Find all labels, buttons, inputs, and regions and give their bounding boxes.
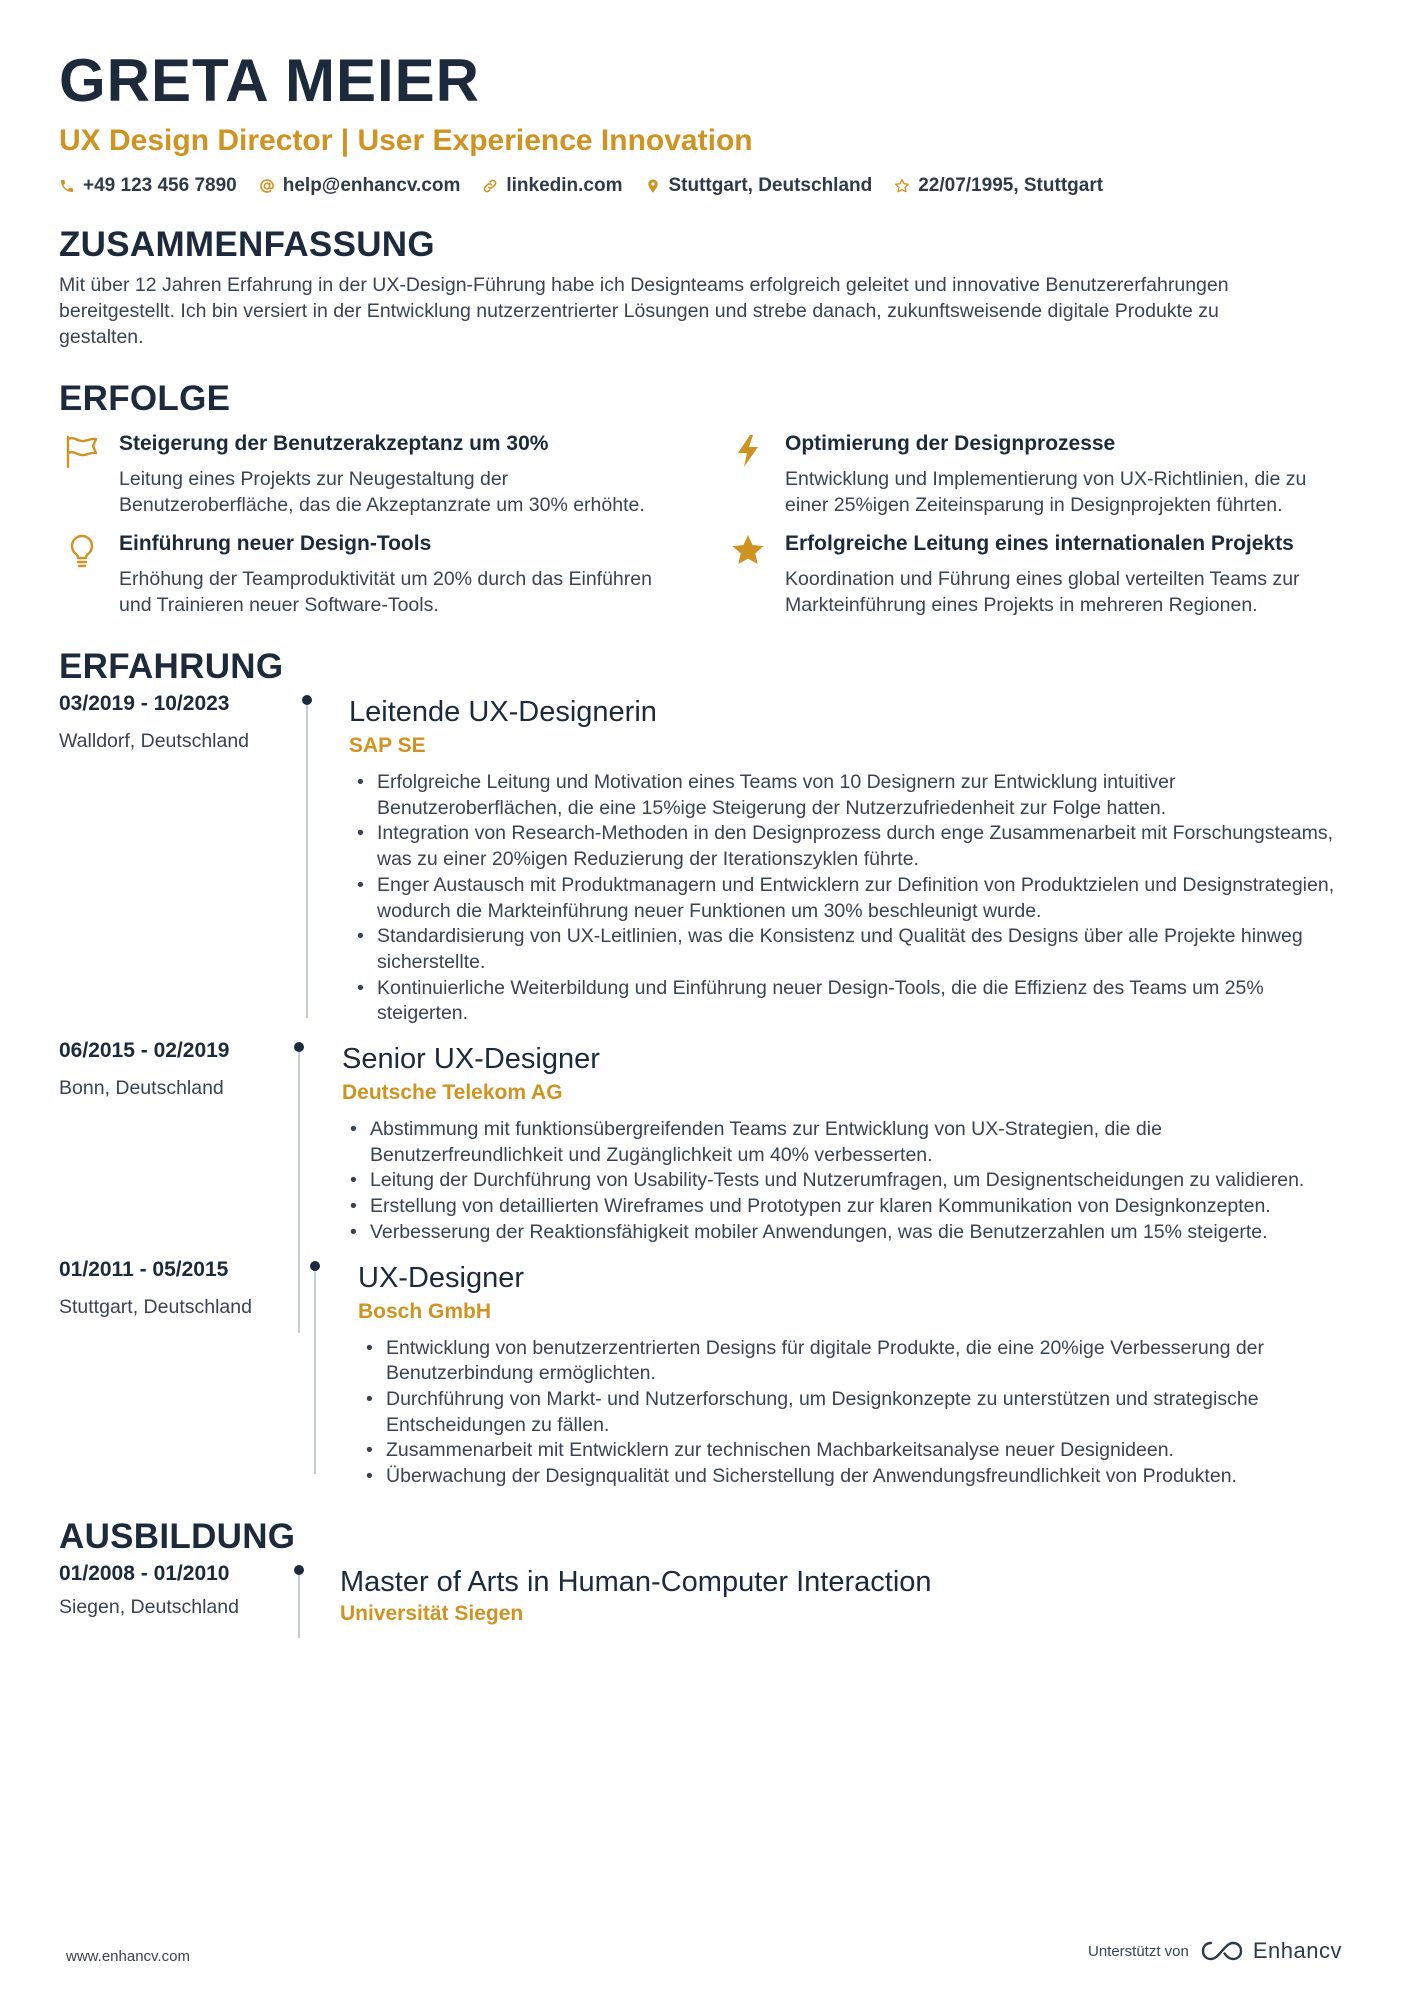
list-item: • Entwicklung von benutzerzentrierten Designs für digitale Produkte, die eine 20%ige Verbesserung der Benutzerbindung ermöglichten. bbox=[358, 1336, 1350, 1387]
timeline-line bbox=[314, 1266, 316, 1474]
achievement-description: Entwicklung und Implementierung von UX-Richtlinien, die zu einer 25%igen Zeiteinsparung in Designprojekten führten. bbox=[785, 468, 1307, 516]
footer-branding bbox=[1088, 1938, 1342, 1964]
list-item: • Abstimmung mit funktionsübergreifenden Teams zur Entwicklung von UX-Strategien, die die Benutzerfreundlichkeit und Zugänglichkeit um 40% verbesserten. bbox=[342, 1117, 1350, 1168]
experience-entry bbox=[59, 690, 1350, 1027]
achievement-title: Optimierung der Designprozesse bbox=[785, 432, 1116, 455]
education-entry bbox=[59, 1560, 1350, 1628]
infinity-logo-icon bbox=[1199, 1939, 1245, 1963]
at-icon bbox=[259, 177, 275, 195]
experience-role: Leitende UX-Designerin bbox=[349, 696, 657, 728]
contact-birth-text: 22/07/1995, Stuttgart bbox=[918, 175, 1104, 196]
contact-location-text: Stuttgart, Deutschland bbox=[668, 175, 873, 196]
footer-website[interactable]: www.enhancv.com bbox=[66, 1948, 190, 1965]
experience-company: Bosch GmbH bbox=[358, 1299, 492, 1323]
timeline-dot bbox=[310, 1261, 320, 1271]
location-pin-icon bbox=[645, 177, 661, 195]
experience-bullets bbox=[349, 770, 1350, 1027]
achievement-description: Leitung eines Projekts zur Neugestaltung der Benutzeroberfläche, das die Akzeptanzrate um 30% erhöhte. bbox=[119, 468, 645, 516]
list-item: • Erfolgreiche Leitung und Motivation eines Teams von 10 Designern zur Entwicklung intuitiver Benutzeroberflächen, die eine 15%ige Steigerung der Nutzerzufriedenheit zur Folge hatten. bbox=[349, 770, 1350, 821]
timeline-line bbox=[298, 1570, 300, 1638]
achievement-item bbox=[725, 530, 1345, 618]
summary-heading: ZUSAMMENFASSUNG bbox=[59, 225, 435, 264]
contact-linkedin-text: linkedin.com bbox=[506, 175, 623, 196]
education-dates: 01/2008 - 01/2010 bbox=[59, 1561, 230, 1585]
achievement-item bbox=[59, 530, 725, 618]
achievement-item bbox=[725, 430, 1345, 518]
link-icon bbox=[482, 177, 498, 195]
phone-icon bbox=[59, 177, 75, 195]
experience-location: Walldorf, Deutschland bbox=[59, 730, 250, 752]
experience-role: Senior UX-Designer bbox=[342, 1043, 600, 1076]
list-item: • Durchführung von Markt- und Nutzerforschung, um Designkonzepte zu unterstützen und strategische Entscheidungen zu fällen. bbox=[358, 1387, 1350, 1438]
timeline-dot bbox=[294, 1042, 304, 1052]
education-school: Universität Siegen bbox=[340, 1601, 524, 1625]
contact-birth bbox=[894, 174, 1103, 198]
education-location: Siegen, Deutschland bbox=[59, 1595, 239, 1618]
summary-text: Mit über 12 Jahren Erfahrung in der UX-Design-Führung habe ich Designteams erfolgreich geleitet und innovative Benutzererfahrungen bereitgestellt. Ich bin versiert in der Entwicklung nutzerzentrierter Lösungen und strebe danach, zukunftsweisende digitale Produkte zu gestalten. bbox=[59, 274, 1229, 348]
list-item: • Integration von Research-Methoden in den Designprozess durch enge Zusammenarbeit mit Forschungsteams, was zu einer 20%igen Reduzierung der Iterationszyklen führte. bbox=[349, 821, 1350, 872]
star-icon bbox=[725, 530, 771, 618]
experience-location: Stuttgart, Deutschland bbox=[59, 1295, 252, 1318]
achievement-title: Steigerung der Benutzerakzeptanz um 30% bbox=[119, 432, 549, 455]
achievement-description: Koordination und Führung eines global verteilten Teams zur Markteinführung eines Projekts in mehreren Regionen. bbox=[785, 568, 1300, 616]
experience-entry bbox=[59, 1256, 1350, 1490]
brand-name: Enhancv bbox=[1252, 1938, 1342, 1963]
contact-bar bbox=[59, 174, 1350, 198]
contact-phone-text: +49 123 456 7890 bbox=[83, 175, 237, 196]
timeline-dot bbox=[294, 1565, 304, 1575]
contact-linkedin[interactable] bbox=[482, 174, 622, 198]
achievement-item bbox=[59, 430, 725, 518]
experience-bullets bbox=[342, 1117, 1350, 1246]
list-item: • Überwachung der Designqualität und Sicherstellung der Anwendungsfreundlichkeit von Produkten. bbox=[358, 1464, 1350, 1490]
achievement-title: Erfolgreiche Leitung eines internationalen Projekts bbox=[785, 532, 1294, 555]
experience-bullets bbox=[358, 1336, 1350, 1490]
enhancv-logo[interactable] bbox=[1199, 1938, 1342, 1964]
contact-email-text: help@enhancv.com bbox=[282, 175, 461, 196]
education-heading: AUSBILDUNG bbox=[59, 1516, 296, 1556]
star-outline-icon bbox=[894, 177, 910, 195]
experience-company: Deutsche Telekom AG bbox=[342, 1081, 563, 1105]
experience-dates: 03/2019 - 10/2023 bbox=[59, 692, 230, 715]
list-item: • Kontinuierliche Weiterbildung und Einführung neuer Design-Tools, die die Effizienz des Teams um 25% steigerten. bbox=[349, 976, 1350, 1027]
achievements-grid bbox=[59, 430, 1350, 618]
experience-company: SAP SE bbox=[349, 734, 426, 757]
candidate-headline: UX Design Director | User Experience Innovation bbox=[59, 124, 753, 157]
experience-heading: ERFAHRUNG bbox=[59, 647, 284, 686]
experience-entry bbox=[59, 1037, 1350, 1246]
powered-by-label: Unterstützt von bbox=[1087, 1942, 1189, 1960]
timeline-line bbox=[306, 700, 308, 1018]
contact-email[interactable] bbox=[259, 174, 461, 198]
education-degree: Master of Arts in Human-Computer Interaction bbox=[340, 1565, 932, 1598]
lightbulb-icon bbox=[59, 530, 105, 618]
achievements-heading: ERFOLGE bbox=[59, 379, 231, 418]
achievement-title: Einführung neuer Design-Tools bbox=[119, 532, 432, 555]
list-item: • Erstellung von detaillierten Wireframes und Prototypen zur klaren Kommunikation von Designkonzepten. bbox=[342, 1194, 1350, 1220]
experience-location: Bonn, Deutschland bbox=[59, 1077, 224, 1100]
timeline-dot bbox=[302, 695, 312, 705]
list-item: • Zusammenarbeit mit Entwicklern zur technischen Machbarkeitsanalyse neuer Designideen. bbox=[358, 1438, 1350, 1464]
experience-role: UX-Designer bbox=[358, 1261, 524, 1294]
achievement-description: Erhöhung der Teamproduktivität um 20% durch das Einführen und Trainieren neuer Software-Tools. bbox=[119, 568, 652, 616]
experience-dates: 01/2011 - 05/2015 bbox=[59, 1257, 229, 1281]
list-item: • Verbesserung der Reaktionsfähigkeit mobiler Anwendungen, was die Benutzerzahlen um 15% steigerte. bbox=[342, 1220, 1350, 1246]
flag-icon bbox=[59, 430, 105, 518]
list-item: • Standardisierung von UX-Leitlinien, was die Konsistenz und Qualität des Designs über alle Projekte hinweg sicherstellte. bbox=[349, 924, 1350, 975]
lightning-icon bbox=[725, 430, 771, 518]
contact-phone[interactable] bbox=[59, 174, 237, 198]
experience-dates: 06/2015 - 02/2019 bbox=[59, 1039, 230, 1063]
contact-location bbox=[645, 174, 873, 198]
list-item: • Enger Austausch mit Produktmanagern und Entwicklern zur Definition von Produktzielen und Designstrategien, wodurch die Markteinführung neuer Funktionen um 30% beschleunigt wurde. bbox=[349, 873, 1350, 924]
list-item: • Leitung der Durchführung von Usability-Tests und Nutzerumfragen, um Designentscheidungen zu validieren. bbox=[342, 1168, 1350, 1194]
candidate-name: GRETA MEIER bbox=[59, 47, 481, 114]
